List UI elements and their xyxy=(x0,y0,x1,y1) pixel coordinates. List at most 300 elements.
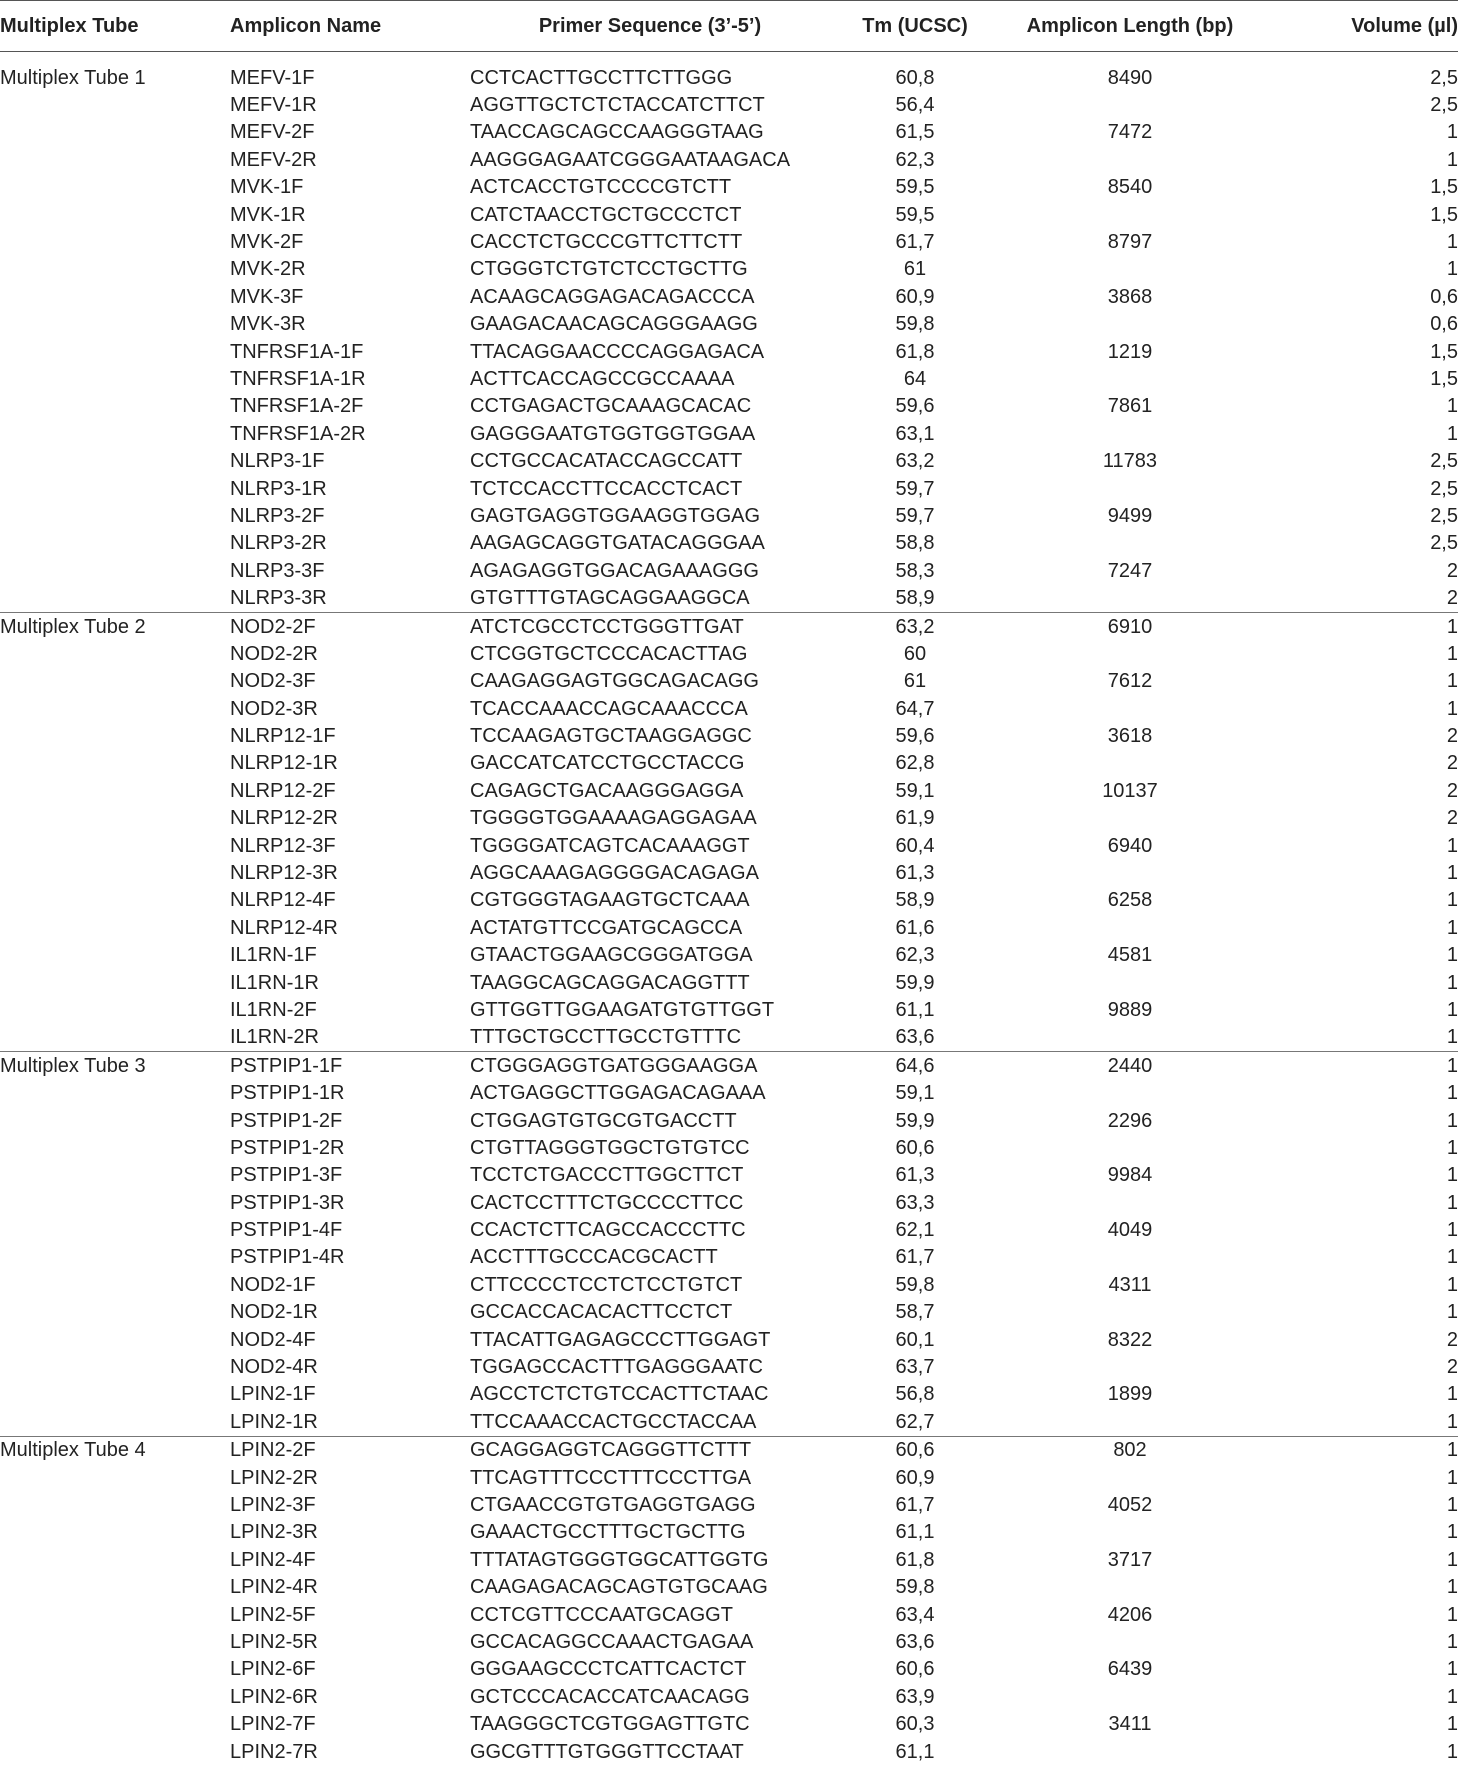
table-row xyxy=(0,996,1458,1023)
amplicon-name-cell: NOD2-2R xyxy=(230,640,470,667)
primer-sequence-cell: AGAGAGGTGGACAGAAAGGG xyxy=(470,557,830,584)
amplicon-length-cell xyxy=(1000,805,1260,832)
amplicon-name-cell: LPIN2-4R xyxy=(230,1573,470,1600)
table-row xyxy=(0,1052,1458,1080)
volume-cell: 1 xyxy=(1260,969,1458,996)
amplicon-name-cell: PSTPIP1-1R xyxy=(230,1079,470,1106)
volume-cell: 1 xyxy=(1260,1546,1458,1573)
table-row xyxy=(0,119,1458,146)
tube-cell xyxy=(0,1079,230,1106)
table-row xyxy=(0,52,1458,92)
amplicon-name-cell: LPIN2-3F xyxy=(230,1491,470,1518)
amplicon-length-cell xyxy=(1000,311,1260,338)
volume-cell: 1 xyxy=(1260,640,1458,667)
table-row xyxy=(0,174,1458,201)
amplicon-name-cell: LPIN2-3R xyxy=(230,1519,470,1546)
primer-sequence-cell: CTGGAGTGTGCGTGACCTT xyxy=(470,1107,830,1134)
volume-cell: 2,5 xyxy=(1260,52,1458,92)
amplicon-length-cell: 4052 xyxy=(1000,1491,1260,1518)
primer-sequence-cell: GTGTTTGTAGCAGGAAGGCA xyxy=(470,584,830,612)
primer-sequence-cell: CGTGGGTAGAAGTGCTCAAA xyxy=(470,887,830,914)
header-amplicon-name: Amplicon Name xyxy=(230,1,470,52)
volume-cell: 1 xyxy=(1260,1491,1458,1518)
tube-cell xyxy=(0,996,230,1023)
volume-cell: 1,5 xyxy=(1260,365,1458,392)
amplicon-length-cell xyxy=(1000,859,1260,886)
volume-cell: 2 xyxy=(1260,750,1458,777)
tm-cell: 63,6 xyxy=(830,1628,1000,1655)
table-row xyxy=(0,832,1458,859)
tm-cell: 56,4 xyxy=(830,91,1000,118)
amplicon-name-cell: PSTPIP1-4R xyxy=(230,1244,470,1271)
volume-cell: 1 xyxy=(1260,1189,1458,1216)
amplicon-length-cell xyxy=(1000,256,1260,283)
tube-cell xyxy=(0,420,230,447)
amplicon-name-cell: NLRP3-3F xyxy=(230,557,470,584)
amplicon-length-cell xyxy=(1000,640,1260,667)
tm-cell: 58,7 xyxy=(830,1299,1000,1326)
volume-cell: 1 xyxy=(1260,1436,1458,1464)
amplicon-name-cell: LPIN2-2R xyxy=(230,1464,470,1491)
volume-cell: 1 xyxy=(1260,914,1458,941)
table-row xyxy=(0,365,1458,392)
tube-cell xyxy=(0,1573,230,1600)
table-row xyxy=(0,777,1458,804)
volume-cell: 1 xyxy=(1260,1079,1458,1106)
amplicon-length-cell: 802 xyxy=(1000,1436,1260,1464)
amplicon-name-cell: NLRP12-4R xyxy=(230,914,470,941)
tm-cell: 61,7 xyxy=(830,1491,1000,1518)
tm-cell: 61,1 xyxy=(830,1738,1000,1765)
tube-cell xyxy=(0,447,230,474)
volume-cell: 2,5 xyxy=(1260,447,1458,474)
tube-cell xyxy=(0,942,230,969)
amplicon-length-cell: 1219 xyxy=(1000,338,1260,365)
amplicon-name-cell: MEFV-2R xyxy=(230,146,470,173)
tm-cell: 60,4 xyxy=(830,832,1000,859)
tube-cell xyxy=(0,1162,230,1189)
header-tube: Multiplex Tube xyxy=(0,1,230,52)
amplicon-name-cell: PSTPIP1-3F xyxy=(230,1162,470,1189)
amplicon-length-cell: 9889 xyxy=(1000,996,1260,1023)
amplicon-name-cell: MVK-3R xyxy=(230,311,470,338)
amplicon-name-cell: TNFRSF1A-1R xyxy=(230,365,470,392)
volume-cell: 2,5 xyxy=(1260,502,1458,529)
tm-cell: 58,3 xyxy=(830,557,1000,584)
primer-sequence-cell: AAGGGAGAATCGGGAATAAGACA xyxy=(470,146,830,173)
amplicon-length-cell: 3717 xyxy=(1000,1546,1260,1573)
primer-sequence-cell: ACTATGTTCCGATGCAGCCA xyxy=(470,914,830,941)
primer-sequence-cell: TCCAAGAGTGCTAAGGAGGC xyxy=(470,722,830,749)
amplicon-length-cell xyxy=(1000,1134,1260,1161)
tm-cell: 60 xyxy=(830,640,1000,667)
tube-cell xyxy=(0,283,230,310)
amplicon-length-cell xyxy=(1000,1628,1260,1655)
table-row xyxy=(0,887,1458,914)
table-row xyxy=(0,1189,1458,1216)
amplicon-length-cell: 7861 xyxy=(1000,393,1260,420)
tube-cell xyxy=(0,393,230,420)
table-row xyxy=(0,1271,1458,1298)
table-row xyxy=(0,530,1458,557)
tm-cell: 59,7 xyxy=(830,475,1000,502)
primer-sequence-cell: AAGAGCAGGTGATACAGGGAA xyxy=(470,530,830,557)
amplicon-length-cell xyxy=(1000,530,1260,557)
primer-sequence-cell: CAAGAGGAGTGGCAGACAGG xyxy=(470,668,830,695)
table-row xyxy=(0,1519,1458,1546)
table-row xyxy=(0,311,1458,338)
primer-sequence-cell: CACCTCTGCCCGTTCTTCTT xyxy=(470,228,830,255)
table-row xyxy=(0,859,1458,886)
primer-sequence-cell: AGGTTGCTCTCTACCATCTTCT xyxy=(470,91,830,118)
volume-cell: 1 xyxy=(1260,1710,1458,1737)
volume-cell: 2 xyxy=(1260,557,1458,584)
amplicon-length-cell xyxy=(1000,1079,1260,1106)
primer-sequence-cell: CATCTAACCTGCTGCCCTCT xyxy=(470,201,830,228)
amplicon-name-cell: MVK-3F xyxy=(230,283,470,310)
tube-cell xyxy=(0,1326,230,1353)
tube-cell xyxy=(0,750,230,777)
amplicon-length-cell xyxy=(1000,1299,1260,1326)
volume-cell: 1 xyxy=(1260,695,1458,722)
primer-sequence-cell: GCTCCCACACCATCAACAGG xyxy=(470,1683,830,1710)
amplicon-name-cell: LPIN2-5R xyxy=(230,1628,470,1655)
amplicon-length-cell xyxy=(1000,1683,1260,1710)
tube-cell xyxy=(0,311,230,338)
header-amplicon-length: Amplicon Length (bp) xyxy=(1000,1,1260,52)
tm-cell: 59,8 xyxy=(830,1271,1000,1298)
amplicon-length-cell: 4049 xyxy=(1000,1216,1260,1243)
tm-cell: 64,7 xyxy=(830,695,1000,722)
tube-cell xyxy=(0,1628,230,1655)
amplicon-length-cell xyxy=(1000,1189,1260,1216)
tube-cell xyxy=(0,256,230,283)
amplicon-name-cell: LPIN2-6R xyxy=(230,1683,470,1710)
tm-cell: 59,8 xyxy=(830,1573,1000,1600)
volume-cell: 1 xyxy=(1260,1052,1458,1080)
amplicon-length-cell xyxy=(1000,1244,1260,1271)
header-row xyxy=(0,1,1458,52)
amplicon-length-cell xyxy=(1000,1464,1260,1491)
volume-cell: 1 xyxy=(1260,1299,1458,1326)
amplicon-length-cell xyxy=(1000,91,1260,118)
amplicon-name-cell: NOD2-4F xyxy=(230,1326,470,1353)
primer-sequence-cell: TTTGCTGCCTTGCCTGTTTC xyxy=(470,1024,830,1052)
primer-sequence-cell: CTGTTAGGGTGGCTGTGTCC xyxy=(470,1134,830,1161)
tm-cell: 61,3 xyxy=(830,859,1000,886)
primer-sequence-cell: CTGAACCGTGTGAGGTGAGG xyxy=(470,1491,830,1518)
amplicon-name-cell: MVK-1F xyxy=(230,174,470,201)
table-body xyxy=(0,52,1458,1765)
tube-cell xyxy=(0,777,230,804)
tube-cell xyxy=(0,1024,230,1052)
amplicon-length-cell: 7472 xyxy=(1000,119,1260,146)
table-row xyxy=(0,1710,1458,1737)
primer-sequence-cell: CCACTCTTCAGCCACCCTTC xyxy=(470,1216,830,1243)
table-row xyxy=(0,1107,1458,1134)
amplicon-length-cell: 2440 xyxy=(1000,1052,1260,1080)
amplicon-length-cell: 11783 xyxy=(1000,447,1260,474)
tm-cell: 59,1 xyxy=(830,1079,1000,1106)
tm-cell: 60,3 xyxy=(830,1710,1000,1737)
amplicon-length-cell xyxy=(1000,1519,1260,1546)
amplicon-name-cell: MVK-2F xyxy=(230,228,470,255)
table-row xyxy=(0,283,1458,310)
amplicon-name-cell: IL1RN-1R xyxy=(230,969,470,996)
amplicon-name-cell: LPIN2-5F xyxy=(230,1601,470,1628)
tm-cell: 61,8 xyxy=(830,338,1000,365)
tm-cell: 62,8 xyxy=(830,750,1000,777)
primer-sequence-cell: TAAGGGCTCGTGGAGTTGTC xyxy=(470,1710,830,1737)
volume-cell: 2 xyxy=(1260,777,1458,804)
primer-sequence-cell: TAACCAGCAGCCAAGGGTAAG xyxy=(470,119,830,146)
tube-cell xyxy=(0,1464,230,1491)
volume-cell: 1 xyxy=(1260,1464,1458,1491)
amplicon-length-cell: 6940 xyxy=(1000,832,1260,859)
tube-cell xyxy=(0,805,230,832)
tm-cell: 61,7 xyxy=(830,1244,1000,1271)
volume-cell: 2,5 xyxy=(1260,475,1458,502)
amplicon-name-cell: MEFV-1R xyxy=(230,91,470,118)
tube-cell xyxy=(0,832,230,859)
volume-cell: 1 xyxy=(1260,832,1458,859)
tube-cell xyxy=(0,174,230,201)
table-row xyxy=(0,1381,1458,1408)
tube-cell xyxy=(0,1738,230,1765)
table-row xyxy=(0,640,1458,667)
volume-cell: 1 xyxy=(1260,1162,1458,1189)
volume-cell: 1 xyxy=(1260,1683,1458,1710)
volume-cell: 1 xyxy=(1260,1656,1458,1683)
primer-sequence-cell: TTTATAGTGGGTGGCATTGGTG xyxy=(470,1546,830,1573)
table-row xyxy=(0,447,1458,474)
amplicon-length-cell: 8540 xyxy=(1000,174,1260,201)
tube-cell: Multiplex Tube 2 xyxy=(0,612,230,640)
amplicon-length-cell: 1899 xyxy=(1000,1381,1260,1408)
volume-cell: 2,5 xyxy=(1260,91,1458,118)
volume-cell: 2 xyxy=(1260,1353,1458,1380)
primer-sequence-cell: TGGAGCCACTTTGAGGGAATC xyxy=(470,1353,830,1380)
tm-cell: 64,6 xyxy=(830,1052,1000,1080)
amplicon-length-cell xyxy=(1000,695,1260,722)
amplicon-length-cell: 2296 xyxy=(1000,1107,1260,1134)
amplicon-name-cell: LPIN2-7R xyxy=(230,1738,470,1765)
table-row xyxy=(0,1134,1458,1161)
amplicon-name-cell: NLRP3-2R xyxy=(230,530,470,557)
primer-sequence-cell: CTCGGTGCTCCCACACTTAG xyxy=(470,640,830,667)
primer-sequence-cell: AGCCTCTCTGTCCACTTCTAAC xyxy=(470,1381,830,1408)
amplicon-name-cell: LPIN2-2F xyxy=(230,1436,470,1464)
amplicon-length-cell: 8322 xyxy=(1000,1326,1260,1353)
amplicon-name-cell: NOD2-4R xyxy=(230,1353,470,1380)
tm-cell: 60,6 xyxy=(830,1436,1000,1464)
amplicon-name-cell: PSTPIP1-2F xyxy=(230,1107,470,1134)
volume-cell: 2 xyxy=(1260,805,1458,832)
volume-cell: 1 xyxy=(1260,1024,1458,1052)
amplicon-length-cell xyxy=(1000,914,1260,941)
tube-cell xyxy=(0,1353,230,1380)
table-row xyxy=(0,256,1458,283)
tm-cell: 63,2 xyxy=(830,612,1000,640)
table-row xyxy=(0,1244,1458,1271)
table-row xyxy=(0,1683,1458,1710)
tm-cell: 59,5 xyxy=(830,201,1000,228)
table-row xyxy=(0,942,1458,969)
tm-cell: 58,9 xyxy=(830,887,1000,914)
table-row xyxy=(0,1738,1458,1765)
amplicon-length-cell: 3618 xyxy=(1000,722,1260,749)
primer-sequence-cell: ACAAGCAGGAGACAGACCCA xyxy=(470,283,830,310)
amplicon-name-cell: LPIN2-4F xyxy=(230,1546,470,1573)
volume-cell: 2 xyxy=(1260,722,1458,749)
primer-sequence-cell: ACTGAGGCTTGGAGACAGAAA xyxy=(470,1079,830,1106)
table-row xyxy=(0,1628,1458,1655)
primer-sequence-cell: GTAACTGGAAGCGGGATGGA xyxy=(470,942,830,969)
tube-cell xyxy=(0,969,230,996)
amplicon-name-cell: MVK-1R xyxy=(230,201,470,228)
volume-cell: 2 xyxy=(1260,1326,1458,1353)
primer-sequence-cell: AGGCAAAGAGGGGACAGAGA xyxy=(470,859,830,886)
table-row xyxy=(0,420,1458,447)
primer-sequence-cell: CCTGCCACATACCAGCCATT xyxy=(470,447,830,474)
tm-cell: 59,1 xyxy=(830,777,1000,804)
tm-cell: 59,5 xyxy=(830,174,1000,201)
tube-cell xyxy=(0,1271,230,1298)
tm-cell: 61,1 xyxy=(830,1519,1000,1546)
primer-sequence-cell: GGCGTTTGTGGGTTCCTAAT xyxy=(470,1738,830,1765)
amplicon-name-cell: NOD2-1F xyxy=(230,1271,470,1298)
tube-cell xyxy=(0,1710,230,1737)
volume-cell: 1 xyxy=(1260,1738,1458,1765)
table-row xyxy=(0,91,1458,118)
amplicon-name-cell: NOD2-1R xyxy=(230,1299,470,1326)
amplicon-name-cell: NLRP12-3R xyxy=(230,859,470,886)
table-header xyxy=(0,1,1458,52)
volume-cell: 1 xyxy=(1260,1573,1458,1600)
amplicon-name-cell: MVK-2R xyxy=(230,256,470,283)
amplicon-name-cell: NLRP12-2R xyxy=(230,805,470,832)
volume-cell: 1 xyxy=(1260,1216,1458,1243)
table-row xyxy=(0,338,1458,365)
table-row xyxy=(0,722,1458,749)
table-row xyxy=(0,1216,1458,1243)
primer-sequence-cell: GACCATCATCCTGCCTACCG xyxy=(470,750,830,777)
tube-cell xyxy=(0,859,230,886)
table-row xyxy=(0,584,1458,612)
primer-sequence-cell: CAGAGCTGACAAGGGAGGA xyxy=(470,777,830,804)
amplicon-name-cell: PSTPIP1-1F xyxy=(230,1052,470,1080)
amplicon-name-cell: NOD2-3R xyxy=(230,695,470,722)
tm-cell: 56,8 xyxy=(830,1381,1000,1408)
tm-cell: 63,3 xyxy=(830,1189,1000,1216)
tm-cell: 63,1 xyxy=(830,420,1000,447)
tube-cell xyxy=(0,640,230,667)
tube-cell xyxy=(0,584,230,612)
primer-sequence-cell: GGGAAGCCCTCATTCACTCT xyxy=(470,1656,830,1683)
amplicon-name-cell: NOD2-3F xyxy=(230,668,470,695)
primer-sequence-cell: TTCCAAACCACTGCCTACCAA xyxy=(470,1408,830,1436)
amplicon-length-cell xyxy=(1000,475,1260,502)
primer-sequence-cell: CTTCCCCTCCTCTCCTGTCT xyxy=(470,1271,830,1298)
primer-sequence-cell: GAGTGAGGTGGAAGGTGGAG xyxy=(470,502,830,529)
tube-cell: Multiplex Tube 4 xyxy=(0,1436,230,1464)
primer-sequence-cell: GCCACCACACACTTCCTCT xyxy=(470,1299,830,1326)
table-row xyxy=(0,393,1458,420)
header-volume: Volume (µl) xyxy=(1260,1,1458,52)
amplicon-length-cell: 4311 xyxy=(1000,1271,1260,1298)
table-row xyxy=(0,668,1458,695)
primer-sequence-cell: TAAGGCAGCAGGACAGGTTT xyxy=(470,969,830,996)
primer-sequence-cell: CCTCGTTCCCAATGCAGGT xyxy=(470,1601,830,1628)
tube-cell: Multiplex Tube 1 xyxy=(0,52,230,92)
tm-cell: 63,7 xyxy=(830,1353,1000,1380)
header-primer-sequence: Primer Sequence (3’-5’) xyxy=(470,1,830,52)
amplicon-name-cell: NLRP12-3F xyxy=(230,832,470,859)
amplicon-name-cell: LPIN2-6F xyxy=(230,1656,470,1683)
volume-cell: 1,5 xyxy=(1260,338,1458,365)
amplicon-length-cell: 10137 xyxy=(1000,777,1260,804)
table-row xyxy=(0,1162,1458,1189)
amplicon-length-cell: 9499 xyxy=(1000,502,1260,529)
amplicon-length-cell: 4581 xyxy=(1000,942,1260,969)
amplicon-length-cell xyxy=(1000,750,1260,777)
amplicon-length-cell xyxy=(1000,584,1260,612)
tube-cell xyxy=(0,1683,230,1710)
amplicon-name-cell: NLRP3-2F xyxy=(230,502,470,529)
table-row xyxy=(0,1601,1458,1628)
volume-cell: 2 xyxy=(1260,584,1458,612)
tm-cell: 63,6 xyxy=(830,1024,1000,1052)
volume-cell: 1 xyxy=(1260,1271,1458,1298)
tube-cell xyxy=(0,1546,230,1573)
tube-cell xyxy=(0,1519,230,1546)
table-row xyxy=(0,1573,1458,1600)
tube-cell xyxy=(0,1381,230,1408)
volume-cell: 1 xyxy=(1260,119,1458,146)
primer-sequence-cell: TGGGGATCAGTCACAAAGGT xyxy=(470,832,830,859)
tm-cell: 61,8 xyxy=(830,1546,1000,1573)
table-row xyxy=(0,228,1458,255)
volume-cell: 1 xyxy=(1260,1519,1458,1546)
amplicon-length-cell xyxy=(1000,201,1260,228)
table-row xyxy=(0,1326,1458,1353)
amplicon-length-cell xyxy=(1000,146,1260,173)
amplicon-length-cell: 9984 xyxy=(1000,1162,1260,1189)
tube-cell xyxy=(0,1491,230,1518)
tube-cell xyxy=(0,1216,230,1243)
tube-cell xyxy=(0,530,230,557)
tube-cell: Multiplex Tube 3 xyxy=(0,1052,230,1080)
volume-cell: 1 xyxy=(1260,393,1458,420)
amplicon-length-cell: 4206 xyxy=(1000,1601,1260,1628)
tube-cell xyxy=(0,1189,230,1216)
primer-sequence-cell: TGGGGTGGAAAAGAGGAGAA xyxy=(470,805,830,832)
volume-cell: 1 xyxy=(1260,1408,1458,1436)
tube-cell xyxy=(0,1601,230,1628)
table-row xyxy=(0,1464,1458,1491)
tube-cell xyxy=(0,1656,230,1683)
primer-sequence-cell: ACTTCACCAGCCGCCAAAA xyxy=(470,365,830,392)
volume-cell: 1 xyxy=(1260,1601,1458,1628)
primer-sequence-cell: TCTCCACCTTCCACCTCACT xyxy=(470,475,830,502)
amplicon-name-cell: PSTPIP1-4F xyxy=(230,1216,470,1243)
amplicon-name-cell: NLRP3-3R xyxy=(230,584,470,612)
amplicon-name-cell: LPIN2-7F xyxy=(230,1710,470,1737)
volume-cell: 1 xyxy=(1260,1244,1458,1271)
amplicon-name-cell: NLRP3-1R xyxy=(230,475,470,502)
tm-cell: 58,9 xyxy=(830,584,1000,612)
tube-cell xyxy=(0,557,230,584)
